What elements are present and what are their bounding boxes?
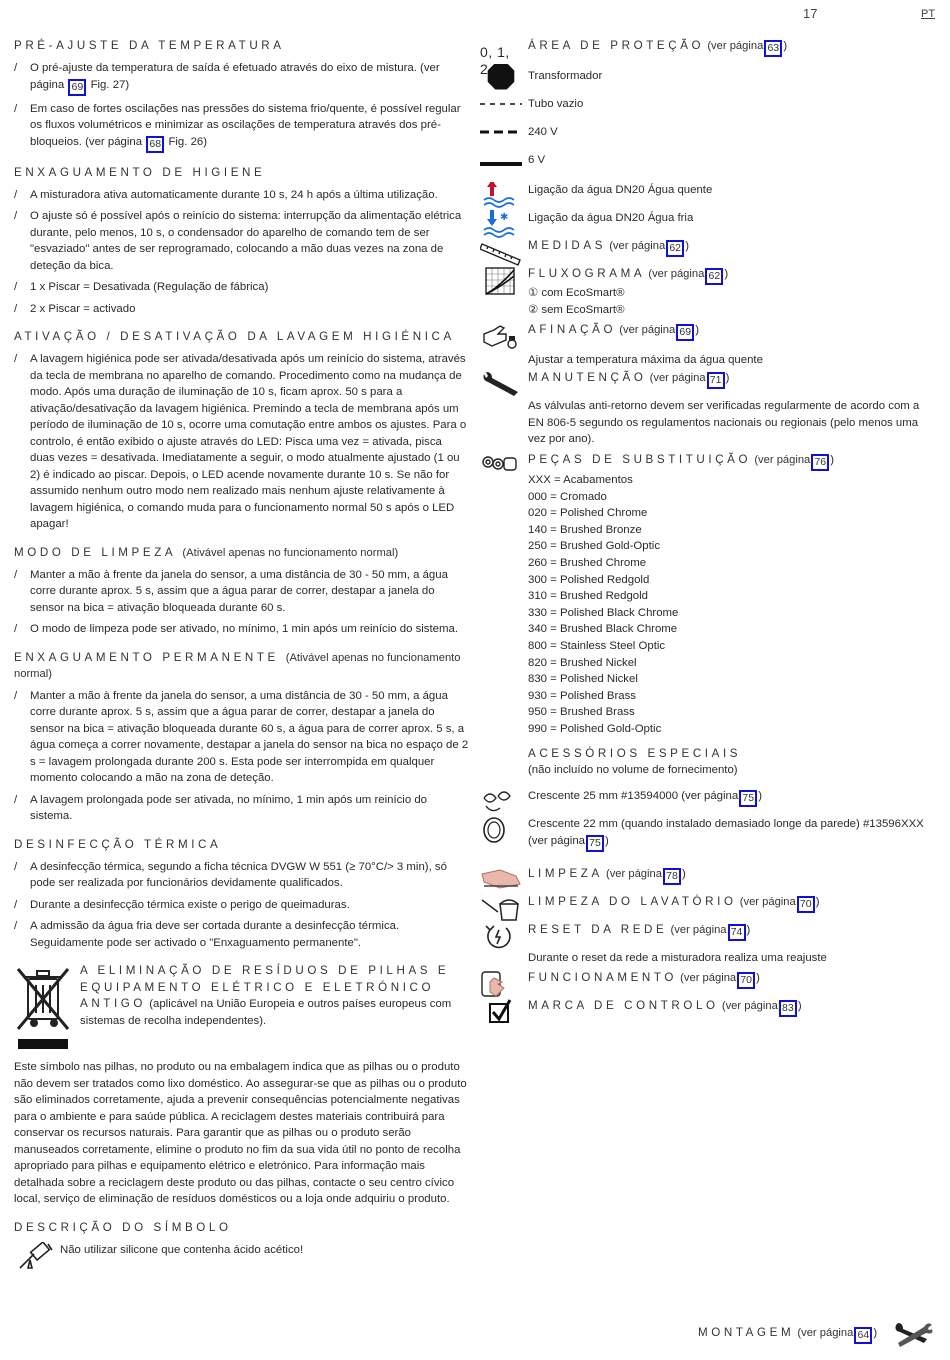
finish-code: 950 = Brushed Brass <box>528 706 635 719</box>
page-link[interactable]: 76 <box>811 454 829 471</box>
section-enxaguamento-higiene <box>14 165 469 318</box>
finish-code: 340 = Brushed Black Chrome <box>528 623 678 636</box>
page-link[interactable]: 69 <box>68 79 86 96</box>
hand-adjust-icon <box>480 322 522 350</box>
section-title: LIMPEZA DO LAVATÓRIO <box>528 895 737 908</box>
row-funcionamento: FUNCIONAMENTO (ver página 70 ) <box>480 970 930 998</box>
page-link[interactable]: 70 <box>797 896 815 913</box>
page-link[interactable]: 62 <box>666 240 684 257</box>
section-title: ENXAGUAMENTO PERMANENTE (Ativável apenas no funcionamento normal) <box>14 650 461 680</box>
page-link[interactable]: 75 <box>586 835 604 852</box>
ring-icon <box>480 816 522 844</box>
reset-text: Durante o reset da rede a misturadora realiza uma reajuste <box>528 952 827 964</box>
row-area-protecao: 0, 1, 2 ÁREA DE PROTEÇÃO (ver página 63 ) <box>480 39 788 77</box>
page-link[interactable]: 83 <box>779 1000 797 1017</box>
bullet: / A admissão da água fria deve ser cortada durante a desinfecção térmica. Seguidamente pode ser activado o "Enxaguamento permanente". <box>14 920 400 949</box>
section-note: (aplicável na União Europeia e outros países europeus com sistemas de recolha independentes). <box>80 998 452 1027</box>
left-column <box>14 38 469 1284</box>
row-transformador: Transformador <box>480 64 930 96</box>
footer-montagem: MONTAGEM (ver página 64 ) <box>698 1325 938 1347</box>
finish-code: 140 = Brushed Bronze <box>528 523 642 536</box>
bullet: / Manter a mão à frente da janela do sensor, a uma distância de 30 - 50 mm, a água corre durante aprox. 5 s, assim que a água parar de correr, destapar a janela do sensor na bica = ativação bloqueada durante 60 s, a água para de correr aprox. 5 s, a água começa a correr novamente, destapar a janela do sensor na bica no espaço de 2 s = lavagem prolongada durante 200 s. Esta pode ser interrompida em qualquer momento colocando a mão na zona de deteção. <box>14 689 469 784</box>
spare-parts-icon <box>480 452 522 480</box>
reset-icon <box>480 922 522 950</box>
section-title: DESINFECÇÃO TÉRMICA <box>14 837 222 851</box>
section-title: ÁREA DE PROTEÇÃO <box>528 39 705 52</box>
page-link[interactable]: 74 <box>728 924 746 941</box>
section-title: PRÉ-AJUSTE DA TEMPERATURA <box>14 39 285 52</box>
bullet: / A misturadora ativa automaticamente durante 10 s, 24 h após a última utilização. <box>14 188 438 201</box>
page-link[interactable]: 63 <box>764 40 782 57</box>
row-limpeza: LIMPEZA (ver página 78 ) <box>480 866 930 894</box>
section-title: MANUTENÇÃO <box>528 371 647 384</box>
cleaning-hand-icon <box>480 866 522 894</box>
section-pre-ajuste <box>14 38 469 153</box>
flow-legend-1: ① com EcoSmart® <box>528 287 625 299</box>
section-title: FLUXOGRAMA <box>528 267 646 280</box>
row-limpeza-lavatorio: LIMPEZA DO LAVATÓRIO (ver página 70 ) <box>480 894 930 922</box>
bullet: / 2 x Piscar = activado <box>14 302 136 315</box>
dashed-line-icon <box>480 96 522 124</box>
bullet: / A desinfecção térmica, segundo a ficha técnica DVGW W 551 (≥ 70°C/> 3 min), só pode ser realizada por funcionários devidamente qualificados. <box>14 860 447 889</box>
afinacao-text: Ajustar a temperatura máxima da água quente <box>528 354 763 366</box>
section-title: MODO DE LIMPEZA (Ativável apenas no funcionamento normal) <box>14 545 399 559</box>
section-title: FUNCIONAMENTO <box>528 971 677 984</box>
bucket-icon <box>480 894 522 922</box>
finish-code: XXX = Acabamentos <box>528 474 633 486</box>
octagon-icon <box>480 64 522 92</box>
bullet: / Durante a desinfecção térmica existe o perigo de queimaduras. <box>14 898 350 911</box>
finish-codes <box>480 472 930 738</box>
finish-code: 820 = Brushed Nickel <box>528 656 637 669</box>
row-marca-controlo: MARCA DE CONTROLO (ver página 83 ) <box>480 998 930 1026</box>
bullet: / A lavagem higiénica pode ser ativada/desativada após um reinício do sistema, através da tecla de membrana no aparelho de comando. Procedimento como na mudança de modo. Após uma duração de iluminação de 10 s, ficam aprox. 50 s para a ativação/desativação da lavagem higiénica. Premindo a tecla de membrana após um período de iluminação de 10 s, ocorre uma comutação entre ambos os ajustes. Para o controlo, é então exibido o ajuste através do LED: Pisca uma vez = ativada, pisca duas vezes = desativada. Imediatamente a seguir, o modo atualmente ajustado (1 ou 2) é indicado ao piscar. Depois, o LED acende novamente durante 10 s. Se não for assumido nenhum outro modo nem realizado mais nenhum ajuste relativamente à lavagem higiénica, o comando muda para o funcionamento normal 50 s após o LED apagar! <box>14 353 467 530</box>
section-eliminacao <box>14 963 469 1059</box>
solid-line-icon <box>480 152 522 180</box>
hot-water-icon <box>480 182 522 210</box>
section-ativacao <box>14 329 469 533</box>
section-title: DESCRIÇÃO DO SÍMBOLO <box>14 1220 232 1234</box>
page-link[interactable]: 71 <box>707 372 725 389</box>
finish-code: 310 = Brushed Redgold <box>528 590 649 603</box>
row-6v: 6 V <box>480 152 930 182</box>
bullet: / O modo de limpeza pode ser ativado, no mínimo, 1 min após um reinício do sistema. <box>14 623 458 635</box>
wrench-icon <box>480 370 522 398</box>
bullet: / 1 x Piscar = Desativada (Regulação de fábrica) <box>14 281 269 293</box>
flow-chart-icon <box>480 266 522 296</box>
tools-icon <box>894 1321 934 1347</box>
section-title: AFINAÇÃO <box>528 323 617 336</box>
section-title: A ELIMINAÇÃO DE RESÍDUOS DE PILHAS E EQUIPAMENTO ELÉTRICO E ELETRÓNICO ANTIGO <box>80 964 450 1010</box>
language-code: PT <box>921 8 936 20</box>
bullet: / O ajuste só é possível após o reinício do sistema: interrupção da alimentação elétrica durante, pelo menos, 10 s, o condensador do aparelho de comando tem de ser "esvaziado" antes de ser reprogramado, colocando a mão duas vezes na zona de deteção da bica. <box>14 210 462 272</box>
thick-dashed-line-icon <box>480 124 522 152</box>
page-link[interactable]: 78 <box>663 868 681 885</box>
acessorios-note: (não incluído no volume de fornecimento) <box>528 763 738 776</box>
finish-code: 000 = Cromado <box>528 490 607 503</box>
row-afinacao: AFINAÇÃO (ver página 69 ) Ajustar a temperatura máxima da água quente <box>480 322 930 368</box>
ruler-icon <box>480 238 522 266</box>
section-enxaguamento-permanente <box>14 650 469 825</box>
finish-code: 990 = Polished Gold-Optic <box>528 722 662 735</box>
row-fluxograma: FLUXOGRAMA (ver página 62 ) ① com EcoSmart® ② sem EcoSmart® <box>480 266 930 322</box>
crossed-bin-icon <box>14 963 72 1051</box>
finish-code: 250 = Brushed Gold-Optic <box>528 540 661 553</box>
right-column <box>480 38 930 1026</box>
page-link[interactable]: 69 <box>676 324 694 341</box>
bullet: / Manter a mão à frente da janela do sensor, a uma distância de 30 - 50 mm, a água corre durante aprox. 5 s, assim que a água parar de correr, destapar a janela do sensor na bica = ativação bloqueada durante 60 s. <box>14 568 448 614</box>
row-tubo-vazio: Tubo vazio <box>480 96 930 124</box>
finish-code: 300 = Polished Redgold <box>528 573 650 586</box>
row-manutencao: MANUTENÇÃO (ver página 71 ) As válvulas anti-retorno devem ser verificadas regularmente de acordo com a EN 806-5 segundo os regulamentos nacionais ou regionais (pelo menos uma vez por ano). <box>480 370 930 452</box>
section-acessorios <box>480 746 930 779</box>
section-title: ENXAGUAMENTO DE HIGIENE <box>14 165 266 179</box>
row-crescente-25: Crescente 25 mm #13594000 (ver página 75 ) <box>480 788 930 816</box>
finish-code: 260 = Brushed Chrome <box>528 556 647 569</box>
page-link[interactable]: 75 <box>739 790 757 807</box>
cold-water-icon <box>480 210 522 238</box>
section-desinfeccao <box>14 837 469 952</box>
page-link[interactable]: 68 <box>146 136 164 153</box>
silicone-gun-icon <box>18 1242 54 1270</box>
section-title: ACESSÓRIOS ESPECIAIS <box>528 746 742 760</box>
page-link[interactable]: 62 <box>705 268 723 285</box>
sensor-hand-icon <box>480 970 522 998</box>
bullet: / Em caso de fortes oscilações nas pressões do sistema frio/quente, é possível regular os fluxos volumétricos e minimizar as oscilações de temperatura através dos pré-bloqueios. (ver página 68 Fig. 26) <box>14 101 469 153</box>
section-simbolo <box>14 1220 469 1272</box>
checkbox-icon <box>480 998 522 1026</box>
section-title: LIMPEZA <box>528 867 603 880</box>
row-medidas: MEDIDAS (ver página 62 ) <box>480 238 930 266</box>
page-link[interactable]: 70 <box>737 972 755 989</box>
row-crescente-22: Crescente 22 mm (quando instalado demasiado longe da parede) #13596XXX (ver página 75 ) <box>480 816 930 860</box>
finish-code: 800 = Stainless Steel Optic <box>528 639 666 652</box>
row-agua-fria: ✱ Ligação da água DN20 Água fria <box>480 210 930 238</box>
rosette-icon <box>480 788 522 816</box>
section-title: MEDIDAS <box>528 239 607 252</box>
section-title: MARCA DE CONTROLO <box>528 999 719 1012</box>
page-link[interactable]: 64 <box>854 1327 872 1344</box>
row-agua-quente: Ligação da água DN20 Água quente <box>480 182 930 210</box>
flow-legend-2: ② sem EcoSmart® <box>528 303 625 316</box>
section-title: ATIVAÇÃO / DESATIVAÇÃO DA LAVAGEM HIGIÉNICA <box>14 330 455 343</box>
section-title: PEÇAS DE SUBSTITUIÇÃO <box>528 453 752 466</box>
finish-code: 930 = Polished Brass <box>528 689 636 702</box>
row-reset-rede: RESET DA REDE (ver página 74 ) Durante o reset da rede a misturadora realiza uma reajuste <box>480 922 930 970</box>
svg-text:✱: ✱ <box>500 212 509 223</box>
section-title: MONTAGEM <box>698 1326 795 1339</box>
manutencao-text: As válvulas anti-retorno devem ser verificadas regularmente de acordo com a EN 806-5 segundo os regulamentos nacionais ou regionais (pelo menos uma vez por ano). <box>528 400 920 445</box>
zone-label: 0, 1, 2 <box>480 44 510 77</box>
bullet: / A lavagem prolongada pode ser ativada, no mínimo, 1 min após um reinício do sistema. <box>14 793 428 822</box>
row-240v: 240 V <box>480 124 930 152</box>
symbol-description: Não utilizar silicone que contenha ácido acético! <box>60 1243 304 1256</box>
row-pecas: PEÇAS DE SUBSTITUIÇÃO (ver página 76 ) XXX = Acabamentos 000 = Cromado 020 = Polished Chrome 140 = Brushed Bronze 250 = Brushed Gold-Optic 260 = Brushed Chrome 300 = Polished Redgold 310 = Brushed Redgold 330 = Polished Black Chrome 340 = Brushed Black Chrome 800 = Stainless Steel Optic 820 = Brushed Nickel 830 = Polished Nickel 930 = Polished Brass 950 = Brushed Brass 990 = Polished Gold-Optic <box>480 452 930 738</box>
page-number: 17 <box>803 6 818 21</box>
eliminacao-body: Este símbolo nas pilhas, no produto ou na embalagem indica que as pilhas ou o produto não devem ser tratados como lixo doméstico. Ao assegurar-se que as pilhas ou o produto são eliminados corretamente, ajuda a prevenir consequências potencialmente negativas para o ambiente e para saúde pública. A reciclagem destes materiais contribuirá para conservar os recursos naturais. Para garantir que as pilhas ou o produto serão manuseados corretamente, elimine o produto no fim da sua vida útil no ponto de recolha apropriado para pilhas e equipamento elétrico e eletrónico. Para informação mais detalhada sobre a reciclagem deste produto ou das pilhas, contacte o seu centro cívico local, serviço de eliminação de resíduos domésticos ou a loja onde adquiriu o produto. <box>14 1061 467 1205</box>
bullet: / O pré-ajuste da temperatura de saída é efetuado através do eixo de mistura. (ver página 69 Fig. 27) <box>14 60 469 96</box>
finish-code: 330 = Polished Black Chrome <box>528 606 679 619</box>
finish-code: 830 = Polished Nickel <box>528 673 638 686</box>
section-modo-limpeza <box>14 545 469 638</box>
section-title: RESET DA REDE <box>528 923 668 936</box>
finish-code: 020 = Polished Chrome <box>528 507 648 520</box>
